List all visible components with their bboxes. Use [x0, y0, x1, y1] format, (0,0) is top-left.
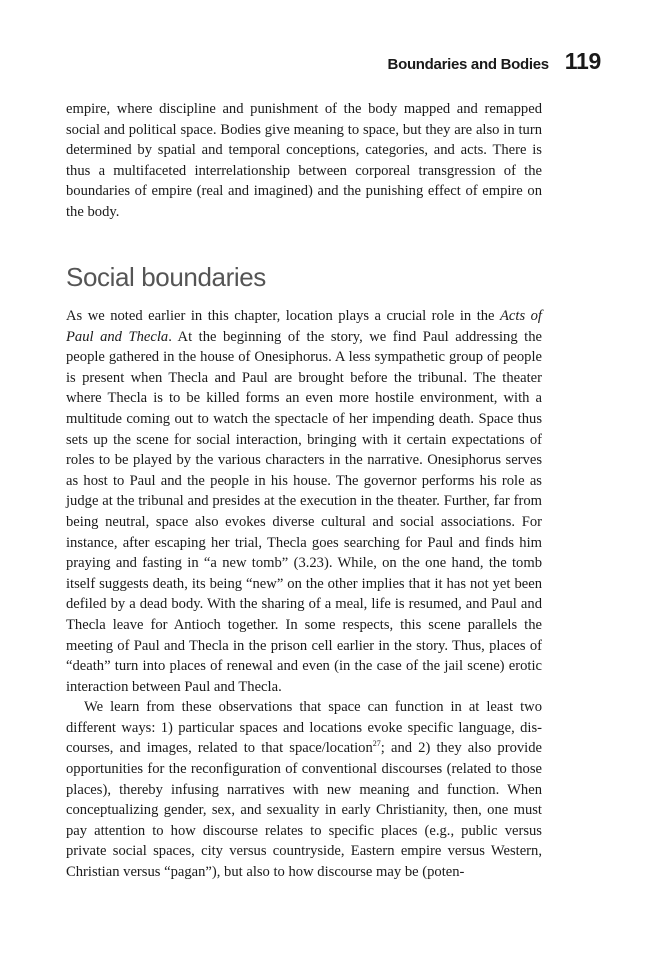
paragraph-2-text-b: ; and 2) they also provide opportunities for the reconfiguration of conventional discourses (related to those places), thereby infusing narratives with new meaning and function. When conceptualizing gender, sex, and sexuality in early Christianity, then, one must pay attention to how discourse relates to specific places (e.g., public versus private social spaces, city versus countryside, Eastern empire versus Western, Christian versus “pagan”), but also to how discourse may be (poten- — [66, 740, 542, 881]
footnote-reference[interactable]: 27 — [372, 739, 381, 749]
body-paragraph-2 — [66, 697, 542, 882]
section-body — [66, 306, 542, 883]
section-heading: Social boundaries — [66, 262, 266, 292]
body-paragraph-1 — [66, 306, 542, 697]
page-number: 119 — [564, 48, 601, 74]
paragraph-2-text-a: We learn from these observations that space can function in at least two different ways: 1) particular spaces and locations evoke specific language, discourses, and images, related to that space/location — [66, 699, 542, 757]
intro-paragraph: empire, where discipline and punishment of the body mapped and remapped social and political space. Bodies give meaning to space, but they are also in turn determined by spatial and temporal conceptions, categories, and acts. There is thus a multifaceted interrelationship between corporeal transgression of the boundaries of empire (real and imagined) and the punishing effect of empire on the body. — [66, 101, 542, 220]
paragraph-1-text-a: As we noted earlier in this chapter, location plays a crucial role in the — [66, 308, 501, 324]
work-title: Acts of Paul and Thecla — [66, 308, 542, 345]
running-title: Boundaries and Bodies — [387, 56, 549, 73]
intro-text — [66, 99, 542, 223]
running-head — [66, 48, 601, 80]
paragraph-1-text-b: . At the beginning of the story, we find Paul addressing the people gathered in the house of Onesiphorus. A less sympathetic group of people is present when Thecla and Paul are brought before the tribunal. The theater where Thecla is to be killed forms an even more hostile environment, with a multitude coming out to watch the spectacle of her impending death. Space thus sets up the scene for social interaction, bringing with it certain expectations of roles to be played by the various characters in the narrative. Onesiphorus serves as host to Paul and the people in his house. The governor performs his role as judge at the tribunal and presides at the execution in the theater. Further, far from being neutral, space also evokes diverse cultural and social associations. For instance, after escaping her trial, Thecla goes searching for Paul and finds him praying and fasting in “a new tomb” (3.23). While, on the one hand, the tomb itself suggests death, its being “new” on the other implies that it has not yet been defiled by a dead body. With the sharing of a meal, life is resumed, and Paul and Thecla leave for Antioch together. In some respects, this scene parallels the meeting of Paul and Thecla in the prison cell earlier in the story. Thus, places of “death” turn into places of renewal and even (in the case of the jail scene) erotic interaction between Paul and Thecla. — [66, 328, 542, 695]
